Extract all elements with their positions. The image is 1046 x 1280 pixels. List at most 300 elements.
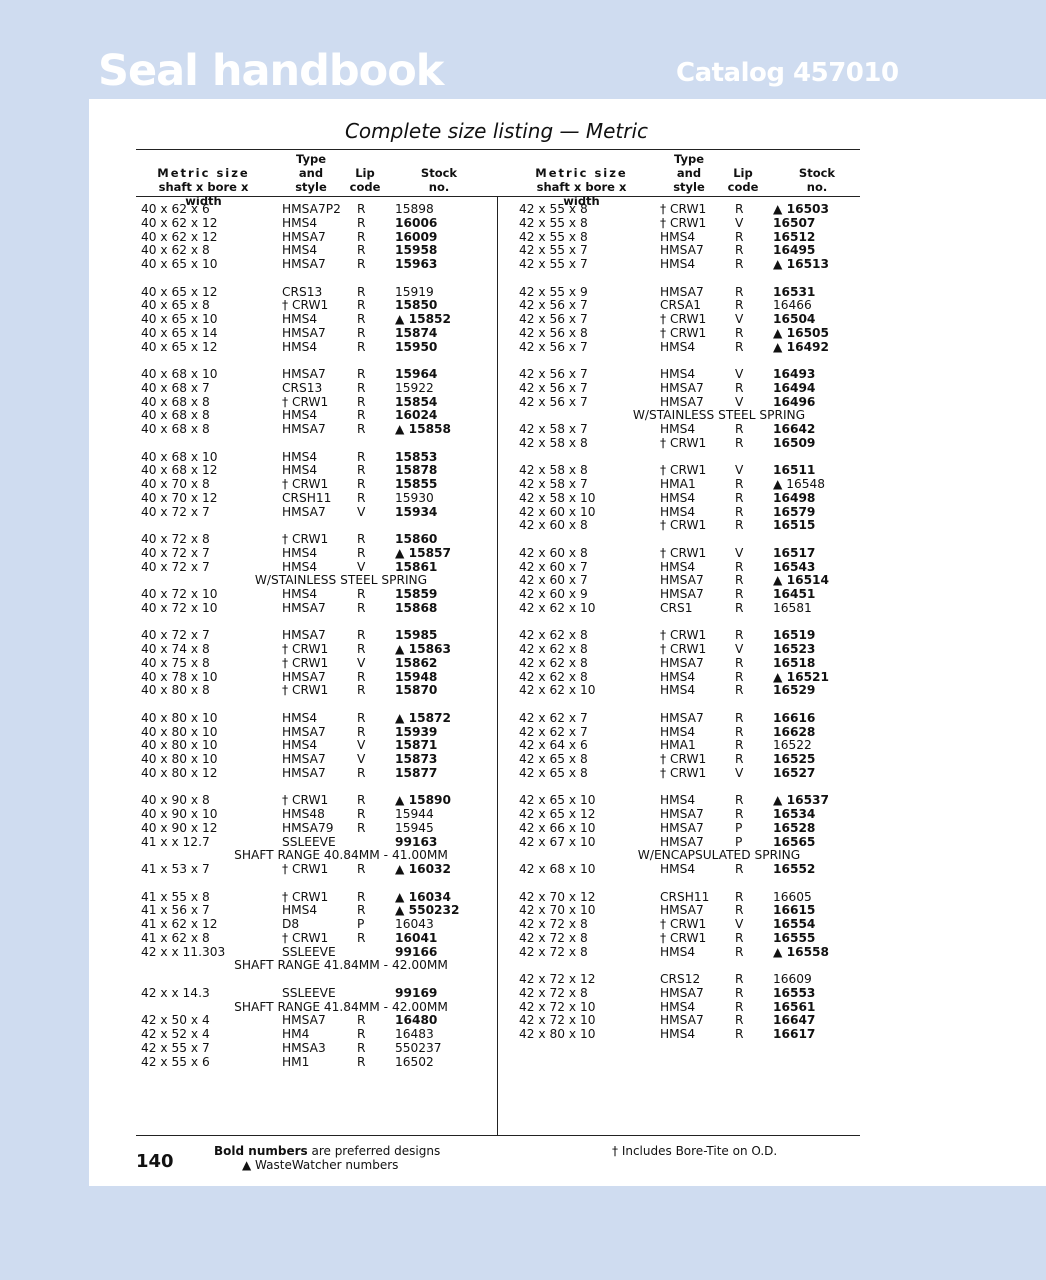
size-cell: 40 x 90 x 8 bbox=[141, 793, 210, 808]
type-cell: † CRW1 bbox=[282, 655, 329, 670]
lip-code-cell: R bbox=[357, 215, 366, 230]
stock-number-cell: ▲ 15852 bbox=[395, 312, 452, 326]
table-row bbox=[519, 561, 859, 575]
row-spacer bbox=[519, 781, 859, 795]
stock-number-cell: 15868 bbox=[395, 600, 438, 615]
table-row bbox=[141, 643, 491, 657]
type-cell: HMS4 bbox=[660, 1027, 696, 1041]
type-cell: † CRW1 bbox=[660, 312, 707, 326]
type-cell: SSLEEVE bbox=[282, 834, 336, 849]
type-cell: SSLEEVE bbox=[282, 944, 336, 959]
stock-number-cell: 99166 bbox=[395, 944, 438, 959]
type-cell: HMSA7 bbox=[660, 394, 704, 409]
table-row bbox=[519, 629, 859, 643]
type-cell: † CRW1 bbox=[660, 435, 707, 450]
table-row bbox=[519, 396, 859, 410]
table-row bbox=[141, 244, 491, 258]
size-cell: 42 x 56 x 7 bbox=[519, 298, 588, 313]
type-cell: CRS13 bbox=[282, 380, 323, 395]
type-cell: † CRW1 bbox=[660, 215, 707, 230]
type-cell: HMSA7 bbox=[282, 765, 326, 780]
lip-code-cell: V bbox=[357, 738, 366, 753]
type-cell: HMSA7 bbox=[282, 600, 326, 615]
stock-number-cell: 16515 bbox=[773, 518, 816, 533]
catalog-number: Catalog 457010 bbox=[676, 58, 899, 88]
size-cell: 41 x 56 x 7 bbox=[141, 903, 210, 918]
table-row bbox=[141, 629, 491, 643]
type-cell: HMSA7 bbox=[282, 669, 326, 684]
row-spacer bbox=[519, 451, 859, 465]
lip-code-cell: R bbox=[735, 504, 744, 519]
table-row bbox=[141, 547, 491, 561]
row-spacer bbox=[519, 272, 859, 286]
stock-number-cell: 15859 bbox=[395, 587, 438, 601]
table-row bbox=[519, 286, 859, 300]
size-cell: 42 x 60 x 7 bbox=[519, 573, 588, 588]
stock-number-cell: 15877 bbox=[395, 765, 438, 780]
size-cell: 42 x 65 x 8 bbox=[519, 752, 588, 766]
type-cell: † CRW1 bbox=[282, 793, 329, 808]
stock-number-cell: ▲ 16514 bbox=[773, 573, 830, 588]
type-cell: † CRW1 bbox=[660, 463, 707, 478]
table-row bbox=[519, 1028, 859, 1042]
stock-number-cell: ▲ 16505 bbox=[773, 325, 830, 340]
note-text: W/STAINLESS STEEL SPRING bbox=[254, 573, 428, 588]
lip-code-cell: R bbox=[357, 284, 366, 299]
table-row bbox=[519, 739, 859, 753]
stock-number-cell: 16494 bbox=[773, 380, 816, 395]
table-row bbox=[519, 327, 859, 341]
type-cell: † CRW1 bbox=[282, 862, 329, 876]
type-cell: HMS4 bbox=[282, 545, 318, 560]
row-spacer bbox=[141, 272, 491, 286]
table-row bbox=[141, 602, 491, 616]
lip-code-cell: R bbox=[735, 752, 744, 766]
row-spacer bbox=[519, 877, 859, 891]
table-row bbox=[141, 987, 491, 1001]
lip-code-cell: P bbox=[735, 820, 743, 835]
stock-number-cell: 16517 bbox=[773, 545, 816, 560]
size-cell: 42 x 62 x 8 bbox=[519, 628, 588, 643]
size-cell: 42 x 58 x 7 bbox=[519, 477, 588, 491]
size-cell: 42 x 62 x 8 bbox=[519, 669, 588, 684]
size-cell: 40 x 65 x 12 bbox=[141, 284, 218, 299]
type-cell: HMA1 bbox=[660, 477, 696, 491]
type-cell: SSLEEVE bbox=[282, 985, 336, 1000]
size-cell: 42 x 64 x 6 bbox=[519, 738, 588, 753]
size-cell: 40 x 80 x 10 bbox=[141, 724, 218, 739]
stock-number-cell: 15944 bbox=[395, 807, 434, 821]
size-cell: 42 x 60 x 10 bbox=[519, 504, 596, 519]
size-cell: 42 x 58 x 8 bbox=[519, 435, 588, 450]
table-row bbox=[141, 1056, 491, 1070]
table-row bbox=[141, 904, 491, 918]
size-cell: 40 x 65 x 12 bbox=[141, 339, 218, 354]
table-note bbox=[519, 409, 859, 423]
table-row bbox=[141, 396, 491, 410]
stock-number-cell: 16509 bbox=[773, 435, 816, 450]
table-row bbox=[519, 1014, 859, 1028]
stock-number-cell: ▲ 16521 bbox=[773, 669, 830, 684]
type-cell: HMS4 bbox=[660, 862, 696, 876]
lip-code-cell: V bbox=[735, 642, 744, 656]
size-cell: 40 x 68 x 10 bbox=[141, 449, 218, 464]
type-cell: HMS4 bbox=[660, 257, 696, 271]
lip-code-cell: V bbox=[357, 559, 366, 574]
type-cell: CRSH11 bbox=[282, 490, 332, 505]
lip-code-cell: R bbox=[735, 628, 744, 643]
type-cell: CRS1 bbox=[660, 600, 693, 615]
lip-code-cell: V bbox=[735, 394, 744, 409]
lip-code-cell: R bbox=[735, 325, 744, 340]
table-row bbox=[141, 464, 491, 478]
type-cell: CRS12 bbox=[660, 972, 701, 986]
type-cell: HMSA7 bbox=[282, 422, 326, 436]
stock-number-cell: 15862 bbox=[395, 655, 438, 670]
size-cell: 42 x 55 x 6 bbox=[141, 1054, 210, 1069]
type-cell: HMSA7 bbox=[282, 628, 326, 643]
lip-code-cell: R bbox=[735, 284, 744, 299]
table-row bbox=[141, 767, 491, 781]
stock-number-cell: 16579 bbox=[773, 504, 816, 519]
type-cell: HMS4 bbox=[282, 312, 318, 326]
stock-number-cell: 15874 bbox=[395, 325, 438, 340]
lip-code-cell: R bbox=[357, 930, 366, 945]
type-cell: HMS4 bbox=[282, 408, 318, 423]
type-cell: HMSA7 bbox=[660, 807, 704, 821]
type-cell: HMS4 bbox=[660, 944, 696, 959]
stock-number-cell: 16616 bbox=[773, 710, 816, 725]
size-cell: 42 x 66 x 10 bbox=[519, 820, 596, 835]
type-cell: HMS4 bbox=[282, 587, 318, 601]
lip-code-cell: R bbox=[357, 1027, 366, 1041]
lip-code-cell: R bbox=[735, 600, 744, 615]
table-row bbox=[519, 547, 859, 561]
type-cell: HMS4 bbox=[282, 903, 318, 918]
size-cell: 40 x 72 x 7 bbox=[141, 504, 210, 519]
lip-code-cell: V bbox=[735, 367, 744, 381]
row-spacer bbox=[141, 698, 491, 712]
table-row bbox=[519, 657, 859, 671]
type-cell: HMS4 bbox=[660, 999, 696, 1014]
size-cell: 40 x 74 x 8 bbox=[141, 642, 210, 656]
table-row bbox=[141, 478, 491, 492]
lip-code-cell: R bbox=[357, 477, 366, 491]
table-row bbox=[141, 1028, 491, 1042]
size-cell: 40 x 75 x 8 bbox=[141, 655, 210, 670]
size-cell: 41 x 55 x 8 bbox=[141, 889, 210, 904]
lip-code-cell: R bbox=[735, 257, 744, 271]
lip-code-cell: R bbox=[735, 944, 744, 959]
stock-number-cell: 16647 bbox=[773, 1013, 816, 1028]
table-row bbox=[519, 794, 859, 808]
stock-number-cell: 16615 bbox=[773, 903, 816, 918]
lip-code-cell: R bbox=[357, 490, 366, 505]
lip-code-cell: R bbox=[357, 380, 366, 395]
type-cell: HMS4 bbox=[660, 367, 696, 381]
table-row bbox=[141, 712, 491, 726]
stock-number-cell: ▲ 15890 bbox=[395, 793, 452, 808]
type-cell: HMA1 bbox=[660, 738, 696, 753]
stock-number-cell: 15919 bbox=[395, 284, 434, 299]
type-cell: HMSA7 bbox=[282, 504, 326, 519]
lip-code-cell: R bbox=[735, 573, 744, 588]
lip-code-cell: R bbox=[357, 202, 366, 216]
table-row bbox=[141, 203, 491, 217]
lip-code-cell: V bbox=[735, 215, 744, 230]
size-cell: 42 x 70 x 12 bbox=[519, 889, 596, 904]
size-cell: 42 x 72 x 12 bbox=[519, 972, 596, 986]
note-text: SHAFT RANGE 41.84MM - 42.00MM bbox=[234, 958, 448, 973]
type-cell: † CRW1 bbox=[660, 545, 707, 560]
size-cell: 40 x 72 x 10 bbox=[141, 587, 218, 601]
size-cell: 40 x 68 x 12 bbox=[141, 463, 218, 478]
stock-number-cell: ▲ 16034 bbox=[395, 889, 452, 904]
lip-code-cell: R bbox=[357, 339, 366, 354]
stock-number-cell: ▲ 550232 bbox=[395, 903, 460, 918]
type-cell: HMSA7 bbox=[282, 325, 326, 340]
lip-code-cell: R bbox=[735, 710, 744, 725]
stock-number-cell: 16493 bbox=[773, 367, 816, 381]
table-row bbox=[519, 203, 859, 217]
stock-number-cell: ▲ 16503 bbox=[773, 202, 830, 216]
stock-number-cell: ▲ 16513 bbox=[773, 257, 830, 271]
size-cell: 42 x 60 x 8 bbox=[519, 518, 588, 533]
lip-code-cell: R bbox=[357, 710, 366, 725]
type-cell: HMSA7 bbox=[660, 655, 704, 670]
size-cell: 42 x 55 x 8 bbox=[519, 229, 588, 244]
size-cell: 42 x 58 x 10 bbox=[519, 490, 596, 505]
table-row bbox=[519, 492, 859, 506]
lip-code-cell: R bbox=[357, 1054, 366, 1069]
table-row bbox=[141, 1042, 491, 1056]
type-cell: HMSA7 bbox=[282, 229, 326, 244]
size-cell: 40 x 62 x 12 bbox=[141, 215, 218, 230]
stock-number-cell: ▲ 15872 bbox=[395, 710, 452, 725]
type-cell: † CRW1 bbox=[282, 532, 329, 546]
size-cell: 40 x 65 x 10 bbox=[141, 257, 218, 271]
lip-code-cell: R bbox=[735, 518, 744, 533]
lip-code-cell: R bbox=[357, 545, 366, 560]
stock-number-cell: 15945 bbox=[395, 820, 434, 835]
stock-number-cell: 16518 bbox=[773, 655, 816, 670]
lip-code-cell: R bbox=[357, 889, 366, 904]
type-cell: HMSA7 bbox=[282, 1013, 326, 1028]
stock-number-cell: 16531 bbox=[773, 284, 816, 299]
type-cell: † CRW1 bbox=[660, 518, 707, 533]
size-cell: 42 x 56 x 7 bbox=[519, 394, 588, 409]
row-spacer bbox=[519, 959, 859, 973]
table-row bbox=[141, 506, 491, 520]
size-cell: 40 x 78 x 10 bbox=[141, 669, 218, 684]
table-row bbox=[519, 836, 859, 850]
lip-code-cell: V bbox=[357, 655, 366, 670]
type-cell: HMSA79 bbox=[282, 820, 334, 835]
stock-number-cell: 16523 bbox=[773, 642, 816, 656]
type-cell: † CRW1 bbox=[282, 394, 329, 409]
table-note bbox=[141, 574, 491, 588]
lip-code-cell: R bbox=[357, 1013, 366, 1028]
table-row bbox=[141, 382, 491, 396]
page-number: 140 bbox=[136, 1151, 174, 1172]
lip-code-cell: R bbox=[357, 408, 366, 423]
type-cell: HMS4 bbox=[660, 793, 696, 808]
type-cell: HMS4 bbox=[660, 559, 696, 574]
lip-code-cell: R bbox=[357, 628, 366, 643]
type-cell: † CRW1 bbox=[660, 628, 707, 643]
table-row bbox=[519, 231, 859, 245]
lip-code-cell: V bbox=[357, 752, 366, 766]
lip-code-cell: R bbox=[735, 683, 744, 698]
type-cell: HMSA7 bbox=[660, 380, 704, 395]
table-row bbox=[141, 341, 491, 355]
size-cell: 40 x 72 x 7 bbox=[141, 545, 210, 560]
type-cell: HMS4 bbox=[282, 449, 318, 464]
lip-code-cell: R bbox=[735, 380, 744, 395]
size-cell: 42 x 80 x 10 bbox=[519, 1027, 596, 1041]
table-note bbox=[141, 849, 491, 863]
stock-number-cell: 16555 bbox=[773, 930, 816, 945]
lip-code-cell: R bbox=[357, 765, 366, 780]
size-cell: 42 x 70 x 10 bbox=[519, 903, 596, 918]
table-row bbox=[519, 726, 859, 740]
size-cell: 42 x 56 x 8 bbox=[519, 325, 588, 340]
table-row bbox=[519, 753, 859, 767]
table-row bbox=[519, 574, 859, 588]
stock-number-cell: 15922 bbox=[395, 380, 434, 395]
lip-code-cell: P bbox=[735, 834, 743, 849]
stock-number-cell: ▲ 15863 bbox=[395, 642, 452, 656]
type-cell: HMSA7 bbox=[660, 834, 704, 849]
size-cell: 41 x x 12.7 bbox=[141, 834, 210, 849]
header-rule bbox=[136, 196, 860, 197]
stock-number-cell: 15853 bbox=[395, 449, 438, 464]
lip-code-cell: V bbox=[735, 917, 744, 931]
size-cell: 40 x 62 x 6 bbox=[141, 202, 210, 216]
table-row bbox=[519, 299, 859, 313]
header-size-left: Metric size shaft x bore x width bbox=[157, 166, 250, 208]
stock-number-cell: 16534 bbox=[773, 807, 816, 821]
lip-code-cell: R bbox=[735, 298, 744, 313]
lip-code-cell: R bbox=[735, 930, 744, 945]
size-cell: 42 x 72 x 8 bbox=[519, 917, 588, 931]
page-title: Complete size listing — Metric bbox=[344, 119, 649, 143]
table-row bbox=[141, 863, 491, 877]
size-cell: 40 x 80 x 10 bbox=[141, 752, 218, 766]
lip-code-cell: R bbox=[735, 669, 744, 684]
type-cell: HMS4 bbox=[660, 490, 696, 505]
bottom-rule bbox=[136, 1135, 860, 1136]
lip-code-cell: V bbox=[735, 312, 744, 326]
lip-code-cell: R bbox=[357, 229, 366, 244]
type-cell: HMSA7 bbox=[282, 257, 326, 271]
stock-number-cell: 99163 bbox=[395, 834, 438, 849]
lip-code-cell: R bbox=[735, 1013, 744, 1028]
table-row bbox=[519, 891, 859, 905]
table-row bbox=[519, 258, 859, 272]
table-row bbox=[141, 918, 491, 932]
table-row bbox=[141, 409, 491, 423]
table-row bbox=[141, 946, 491, 960]
row-spacer bbox=[141, 973, 491, 987]
type-cell: † CRW1 bbox=[282, 477, 329, 491]
stock-number-cell: 15871 bbox=[395, 738, 438, 753]
type-cell: HMS4 bbox=[282, 463, 318, 478]
lip-code-cell: R bbox=[735, 559, 744, 574]
size-cell: 42 x 55 x 7 bbox=[519, 243, 588, 258]
boretite-legend: † Includes Bore-Tite on O.D. bbox=[612, 1144, 778, 1158]
type-cell: CRSA1 bbox=[660, 298, 702, 313]
table-row bbox=[519, 767, 859, 781]
stock-number-cell: 16483 bbox=[395, 1027, 434, 1041]
stock-number-cell: 15930 bbox=[395, 490, 434, 505]
type-cell: HMS4 bbox=[660, 504, 696, 519]
type-cell: † CRW1 bbox=[282, 930, 329, 945]
size-cell: 40 x 68 x 8 bbox=[141, 394, 210, 409]
header-stock-left: Stock no. bbox=[420, 166, 458, 194]
size-cell: 42 x 62 x 10 bbox=[519, 683, 596, 698]
type-cell: D8 bbox=[282, 917, 300, 931]
stock-number-cell: 15964 bbox=[395, 367, 438, 381]
lip-code-cell: R bbox=[357, 587, 366, 601]
size-cell: 42 x x 11.303 bbox=[141, 944, 226, 959]
type-cell: HMSA7 bbox=[660, 573, 704, 588]
stock-number-cell: ▲ 15858 bbox=[395, 422, 452, 436]
table-row bbox=[141, 891, 491, 905]
table-row bbox=[141, 684, 491, 698]
stock-number-cell: ▲ 16558 bbox=[773, 944, 830, 959]
lip-code-cell: R bbox=[357, 422, 366, 436]
size-cell: 42 x 62 x 10 bbox=[519, 600, 596, 615]
type-cell: HM4 bbox=[282, 1027, 310, 1041]
type-cell: HMSA7 bbox=[660, 243, 704, 258]
header-type-right: Type and style bbox=[673, 152, 705, 194]
type-cell: † CRW1 bbox=[660, 202, 707, 216]
stock-number-cell: ▲ 16548 bbox=[773, 477, 826, 491]
table-row bbox=[519, 437, 859, 451]
row-spacer bbox=[141, 616, 491, 630]
note-text: W/ENCAPSULATED SPRING bbox=[637, 848, 801, 863]
type-cell: HMS4 bbox=[660, 724, 696, 739]
table-row bbox=[141, 932, 491, 946]
stock-number-cell: 16009 bbox=[395, 229, 438, 244]
stock-number-cell: ▲ 15857 bbox=[395, 545, 452, 560]
bold-legend: Bold numbers are preferred designs bbox=[214, 1144, 441, 1158]
stock-number-cell: 16519 bbox=[773, 628, 816, 643]
stock-number-cell: 16512 bbox=[773, 229, 816, 244]
size-cell: 41 x 53 x 7 bbox=[141, 862, 210, 876]
stock-number-cell: 16043 bbox=[395, 917, 434, 931]
stock-number-cell: 15850 bbox=[395, 298, 438, 313]
lip-code-cell: R bbox=[735, 339, 744, 354]
type-cell: HMSA3 bbox=[282, 1040, 326, 1055]
lip-code-cell: R bbox=[357, 463, 366, 478]
table-row bbox=[141, 286, 491, 300]
row-spacer bbox=[141, 877, 491, 891]
size-cell: 42 x 58 x 8 bbox=[519, 463, 588, 478]
stock-number-cell: 16502 bbox=[395, 1054, 434, 1069]
lip-code-cell: R bbox=[735, 202, 744, 216]
lip-code-cell: R bbox=[735, 655, 744, 670]
stock-number-cell: 16496 bbox=[773, 394, 816, 409]
size-cell: 42 x 55 x 8 bbox=[519, 215, 588, 230]
lip-code-cell: R bbox=[357, 600, 366, 615]
stock-number-cell: 16543 bbox=[773, 559, 816, 574]
stock-number-cell: 15963 bbox=[395, 257, 438, 271]
lip-code-cell: V bbox=[735, 545, 744, 560]
table-row bbox=[519, 684, 859, 698]
stock-number-cell: ▲ 16492 bbox=[773, 339, 830, 354]
